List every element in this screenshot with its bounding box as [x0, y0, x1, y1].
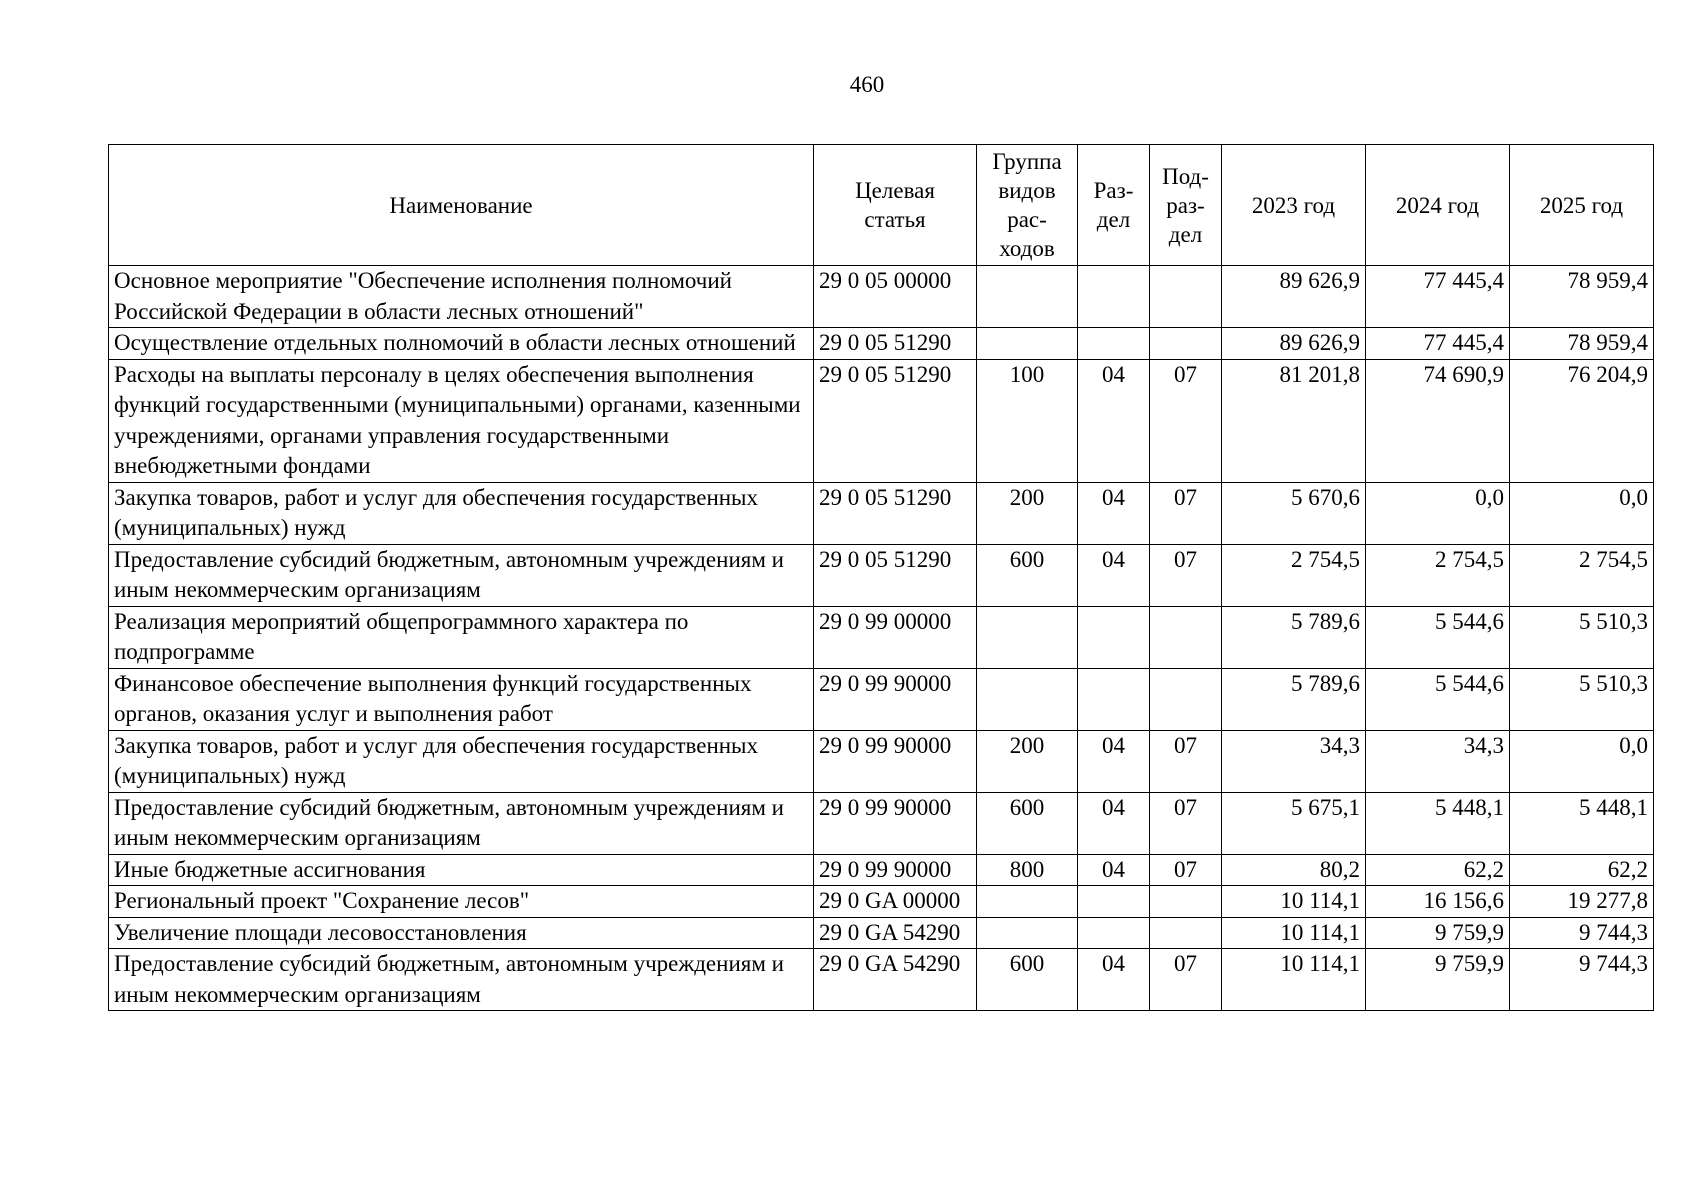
cell-subsection: 07: [1150, 949, 1222, 1011]
cell-year-2024: 62,2: [1366, 854, 1510, 886]
cell-year-2024: 0,0: [1366, 482, 1510, 544]
cell-year-2023: 34,3: [1222, 730, 1366, 792]
header-section: Раз- дел: [1078, 145, 1150, 266]
table-row: [109, 949, 1654, 1011]
header-subsection: Под- раз- дел: [1150, 145, 1222, 266]
cell-section: [1078, 328, 1150, 360]
cell-year-2024: 16 156,6: [1366, 886, 1510, 918]
cell-section: [1078, 606, 1150, 668]
cell-target-article: 29 0 GA 54290: [814, 949, 977, 1011]
cell-year-2023: 89 626,9: [1222, 266, 1366, 328]
cell-expense-group: [977, 328, 1078, 360]
table-row: [109, 792, 1654, 854]
table-body: [109, 266, 1654, 1011]
table-row: [109, 482, 1654, 544]
cell-subsection: [1150, 328, 1222, 360]
cell-target-article: 29 0 GA 54290: [814, 917, 977, 949]
cell-subsection: 07: [1150, 730, 1222, 792]
cell-year-2025: 5 510,3: [1510, 668, 1654, 730]
cell-section: [1078, 668, 1150, 730]
cell-year-2024: 5 544,6: [1366, 668, 1510, 730]
cell-target-article: 29 0 99 00000: [814, 606, 977, 668]
cell-target-article: 29 0 99 90000: [814, 854, 977, 886]
cell-target-article: 29 0 99 90000: [814, 668, 977, 730]
cell-section: 04: [1078, 854, 1150, 886]
cell-year-2025: 78 959,4: [1510, 266, 1654, 328]
cell-year-2024: 9 759,9: [1366, 949, 1510, 1011]
cell-subsection: [1150, 266, 1222, 328]
cell-section: 04: [1078, 792, 1150, 854]
cell-expense-group: [977, 886, 1078, 918]
cell-year-2024: 34,3: [1366, 730, 1510, 792]
table-row: [109, 730, 1654, 792]
cell-subsection: 07: [1150, 359, 1222, 482]
cell-section: 04: [1078, 949, 1150, 1011]
cell-target-article: 29 0 05 51290: [814, 544, 977, 606]
cell-year-2025: 76 204,9: [1510, 359, 1654, 482]
cell-section: 04: [1078, 544, 1150, 606]
cell-year-2023: 81 201,8: [1222, 359, 1366, 482]
table-row: [109, 917, 1654, 949]
table-row: [109, 328, 1654, 360]
cell-section: 04: [1078, 730, 1150, 792]
cell-name: Предоставление субсидий бюджетным, автономным учреждениям и иным некоммерческим организациям: [109, 544, 814, 606]
table-row: [109, 266, 1654, 328]
cell-section: 04: [1078, 359, 1150, 482]
table-row: [109, 854, 1654, 886]
header-target-article: Целевая статья: [814, 145, 977, 266]
cell-target-article: 29 0 05 51290: [814, 328, 977, 360]
cell-year-2025: 9 744,3: [1510, 917, 1654, 949]
cell-target-article: 29 0 99 90000: [814, 792, 977, 854]
cell-expense-group: 600: [977, 544, 1078, 606]
cell-year-2025: 9 744,3: [1510, 949, 1654, 1011]
cell-expense-group: 100: [977, 359, 1078, 482]
cell-year-2025: 2 754,5: [1510, 544, 1654, 606]
cell-section: 04: [1078, 482, 1150, 544]
cell-name: Основное мероприятие "Обеспечение исполнения полномочий Российской Федерации в области лесных отношений": [109, 266, 814, 328]
header-year-2024: 2024 год: [1366, 145, 1510, 266]
cell-year-2023: 5 675,1: [1222, 792, 1366, 854]
cell-year-2023: 5 789,6: [1222, 668, 1366, 730]
cell-subsection: 07: [1150, 544, 1222, 606]
cell-year-2025: 78 959,4: [1510, 328, 1654, 360]
table-row: [109, 606, 1654, 668]
cell-name: Предоставление субсидий бюджетным, автономным учреждениям и иным некоммерческим организациям: [109, 792, 814, 854]
cell-expense-group: [977, 917, 1078, 949]
cell-year-2025: 0,0: [1510, 482, 1654, 544]
cell-name: Финансовое обеспечение выполнения функций государственных органов, оказания услуг и выполнения работ: [109, 668, 814, 730]
table-row: [109, 886, 1654, 918]
cell-name: Осуществление отдельных полномочий в области лесных отношений: [109, 328, 814, 360]
cell-subsection: [1150, 606, 1222, 668]
table-row: [109, 668, 1654, 730]
table-header-row: [109, 145, 1654, 266]
cell-subsection: 07: [1150, 854, 1222, 886]
cell-name: Закупка товаров, работ и услуг для обеспечения государственных (муниципальных) нужд: [109, 482, 814, 544]
cell-year-2023: 80,2: [1222, 854, 1366, 886]
header-year-2023: 2023 год: [1222, 145, 1366, 266]
cell-year-2024: 74 690,9: [1366, 359, 1510, 482]
cell-target-article: 29 0 05 51290: [814, 482, 977, 544]
cell-subsection: [1150, 668, 1222, 730]
cell-year-2023: 89 626,9: [1222, 328, 1366, 360]
header-year-2025: 2025 год: [1510, 145, 1654, 266]
cell-year-2024: 77 445,4: [1366, 328, 1510, 360]
cell-expense-group: 200: [977, 482, 1078, 544]
cell-year-2023: 10 114,1: [1222, 949, 1366, 1011]
cell-year-2024: 2 754,5: [1366, 544, 1510, 606]
header-name: Наименование: [109, 145, 814, 266]
cell-expense-group: 800: [977, 854, 1078, 886]
cell-subsection: 07: [1150, 482, 1222, 544]
table-row: [109, 544, 1654, 606]
cell-target-article: 29 0 05 51290: [814, 359, 977, 482]
cell-year-2025: 19 277,8: [1510, 886, 1654, 918]
cell-subsection: [1150, 886, 1222, 918]
cell-expense-group: [977, 266, 1078, 328]
cell-year-2025: 5 510,3: [1510, 606, 1654, 668]
cell-year-2023: 10 114,1: [1222, 917, 1366, 949]
cell-name: Закупка товаров, работ и услуг для обеспечения государственных (муниципальных) нужд: [109, 730, 814, 792]
cell-expense-group: [977, 606, 1078, 668]
cell-section: [1078, 917, 1150, 949]
cell-target-article: 29 0 GA 00000: [814, 886, 977, 918]
cell-name: Предоставление субсидий бюджетным, автономным учреждениям и иным некоммерческим организациям: [109, 949, 814, 1011]
cell-section: [1078, 266, 1150, 328]
cell-name: Иные бюджетные ассигнования: [109, 854, 814, 886]
cell-year-2025: 62,2: [1510, 854, 1654, 886]
cell-year-2024: 5 544,6: [1366, 606, 1510, 668]
cell-expense-group: 200: [977, 730, 1078, 792]
cell-name: Увеличение площади лесовосстановления: [109, 917, 814, 949]
cell-target-article: 29 0 99 90000: [814, 730, 977, 792]
cell-name: Региональный проект "Сохранение лесов": [109, 886, 814, 918]
cell-year-2023: 10 114,1: [1222, 886, 1366, 918]
cell-year-2023: 5 789,6: [1222, 606, 1366, 668]
cell-year-2024: 9 759,9: [1366, 917, 1510, 949]
cell-name: Расходы на выплаты персоналу в целях обеспечения выполнения функций государственными (муниципальными) органами, казенными учреждениями, органами управления государственными внебюджетными фондами: [109, 359, 814, 482]
cell-year-2025: 0,0: [1510, 730, 1654, 792]
cell-expense-group: [977, 668, 1078, 730]
cell-year-2024: 77 445,4: [1366, 266, 1510, 328]
cell-year-2025: 5 448,1: [1510, 792, 1654, 854]
page-number: 460: [849, 72, 885, 97]
cell-year-2023: 5 670,6: [1222, 482, 1366, 544]
cell-year-2024: 5 448,1: [1366, 792, 1510, 854]
cell-expense-group: 600: [977, 792, 1078, 854]
cell-target-article: 29 0 05 00000: [814, 266, 977, 328]
cell-subsection: [1150, 917, 1222, 949]
cell-section: [1078, 886, 1150, 918]
cell-expense-group: 600: [977, 949, 1078, 1011]
cell-name: Реализация мероприятий общепрограммного характера по подпрограмме: [109, 606, 814, 668]
cell-year-2023: 2 754,5: [1222, 544, 1366, 606]
cell-subsection: 07: [1150, 792, 1222, 854]
budget-table: [108, 144, 1654, 1011]
header-expense-group: Группа видов рас- ходов: [977, 145, 1078, 266]
table-row: [109, 359, 1654, 482]
